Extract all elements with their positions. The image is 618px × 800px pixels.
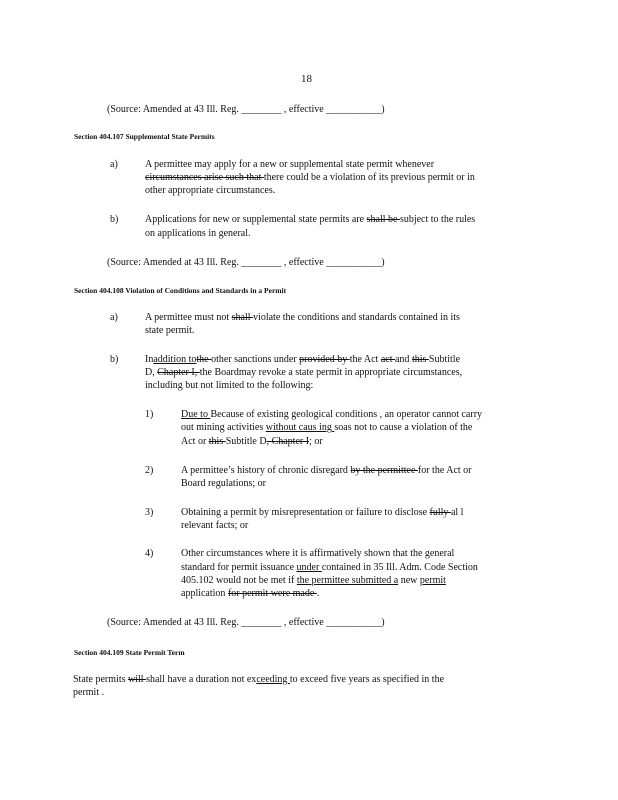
deleted-text: the [196,354,212,365]
paragraph-line: A permittee must not shall violate the conditions and standards contained in its [145,312,460,323]
source-line: (Source: Amended at 43 Ill. Reg. ________ , effective ___________) [107,257,385,268]
inserted-text: without caus ing [265,422,335,433]
inserted-text: under [296,562,322,573]
deleted-text: fully [429,507,451,518]
paragraph-line: D, Chapter I, the Boardmay revoke a state permit in appropriate circumstances, [145,367,463,378]
deleted-text: will [128,674,147,685]
item-label: b) [110,214,119,225]
inserted-text: ceeding [256,674,290,685]
section-heading: Section 404.108 Violation of Conditions and Standards in a Permit [74,286,287,295]
deleted-text: act [380,354,395,365]
inserted-text: permit [419,575,446,586]
deleted-text: this [411,354,429,365]
item-label: b) [110,354,119,365]
inserted-text: Due to [181,409,211,420]
paragraph-line: on applications in general. [145,228,251,239]
paragraph-line: out mining activities without caus ing soas not to cause a violation of the [181,422,473,433]
item-label: 3) [145,507,154,518]
inserted-text: the permittee submitted a [296,575,399,586]
item-label: 1) [145,409,154,420]
item-label: 2) [145,465,154,476]
paragraph-line: permit . [73,687,105,698]
item-label: a) [110,312,118,323]
paragraph-line: Act or this Subtitle D, Chapter I; or [181,436,323,447]
paragraph-line: Inaddition tothe other sanctions under provided by the Act act and this Subtitle [145,354,461,365]
paragraph-line: A permittee’s history of chronic disregard by the permittee for the Act or [181,465,472,476]
deleted-text: for permit were made [227,588,317,599]
deleted-text: shall be [366,214,400,225]
paragraph-line: other appropriate circumstances. [145,185,276,196]
paragraph-line: A permittee may apply for a new or supplemental state permit whenever [145,159,435,170]
paragraph-line: Applications for new or supplemental state permits are shall be subject to the rules [145,214,476,225]
paragraph-line: state permit. [145,325,195,336]
deleted-text: by the permittee [350,465,418,476]
section-heading: Section 404.107 Supplemental State Permits [74,132,215,141]
item-label: a) [110,159,118,170]
paragraph-line: State permits will shall have a duration not exceeding to exceed five years as specified in the [73,674,445,685]
paragraph-line: Obtaining a permit by misrepresentation or failure to disclose fully al l [181,507,464,518]
paragraph-line: including but not limited to the following: [145,380,314,391]
paragraph-line: application for permit were made . [181,588,320,599]
paragraph-line: circumstances arise such that there could be a violation of its previous permit or in [145,172,475,183]
deleted-text: provided by [299,354,350,365]
inserted-text: addition to [153,354,197,365]
paragraph-line: 405.102 would not be met if the permittee submitted a new permit [181,575,446,586]
source-line: (Source: Amended at 43 Ill. Reg. ________ , effective ___________) [107,104,385,115]
paragraph-line: Due to Because of existing geological conditions , an operator cannot carry [181,409,483,420]
deleted-text: this [208,436,226,447]
deleted-text: shall [231,312,254,323]
deleted-text: circumstances arise such that [145,172,264,183]
paragraph-line: Board regulations; or [181,478,266,489]
source-line: (Source: Amended at 43 Ill. Reg. ________ , effective ___________) [107,617,385,628]
item-label: 4) [145,548,154,559]
paragraph-line: relevant facts; or [181,520,249,531]
section-heading: Section 404.109 State Permit Term [74,648,185,657]
paragraph-line: Other circumstances where it is affirmatively shown that the general [181,548,455,559]
deleted-text: Chapter I, [157,367,200,378]
deleted-text: , Chapter I [266,436,310,447]
page-number: 18 [301,73,312,85]
paragraph-line: standard for permit issuance under contained in 35 Ill. Adm. Code Section [181,562,478,573]
